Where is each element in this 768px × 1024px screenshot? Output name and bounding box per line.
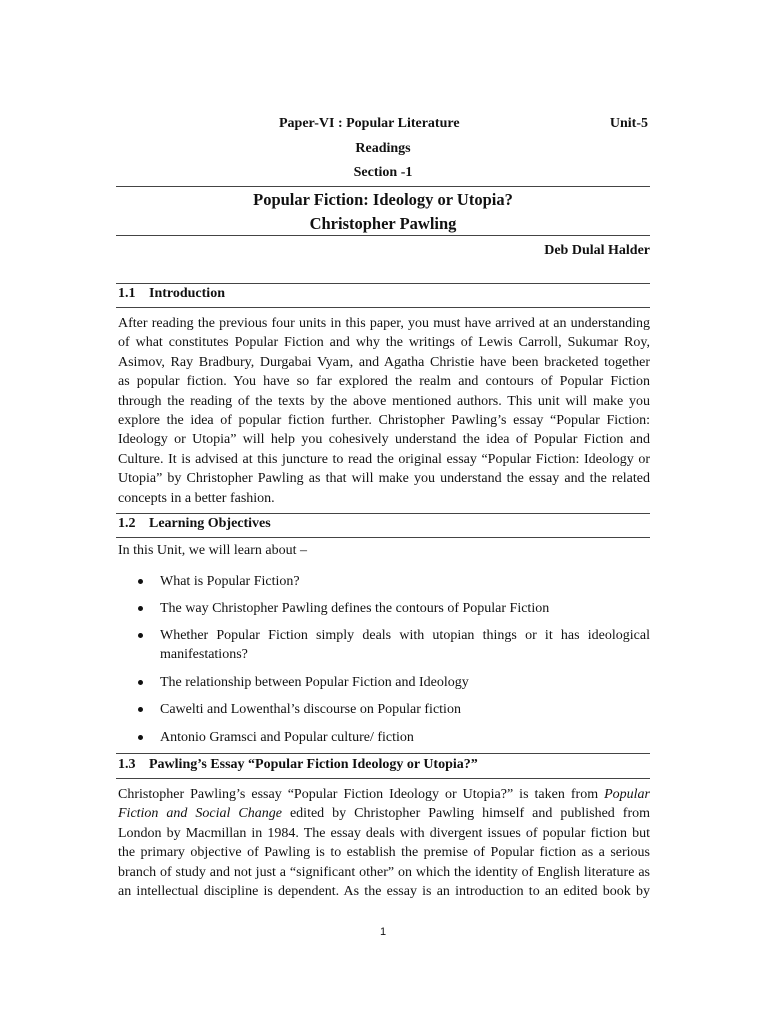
bullet-icon xyxy=(138,735,143,740)
divider xyxy=(116,235,650,236)
divider xyxy=(116,778,650,779)
text-line: Ideology or Utopia” will help you cohesively understand the idea of Popular Fiction and xyxy=(118,432,650,448)
section-heading xyxy=(116,516,650,536)
text-line: Asimov, Ray Bradbury, Durgabai Vyam, and Agatha Christie have been bracketed together xyxy=(118,354,650,370)
divider xyxy=(116,753,650,754)
list-item-text: The way Christopher Pawling defines the contours of Popular Fiction xyxy=(160,601,550,616)
text-line: as popular fiction. You have so far explored the realm and contours of Popular Fiction xyxy=(118,374,650,390)
section-label: Section -1 xyxy=(353,165,413,180)
bullet-icon xyxy=(138,707,143,712)
section-heading xyxy=(116,286,650,306)
section-number: 1.1 xyxy=(118,286,136,301)
text-line xyxy=(118,785,650,804)
text-line: branch of study and not just a “significant other” on which the identity of English literature as xyxy=(118,864,650,880)
text-line: an intellectual discipline is dependent. As the essay is an introduction to an edited book by xyxy=(118,883,650,899)
list-item-text: What is Popular Fiction? xyxy=(160,574,300,589)
divider xyxy=(116,513,650,514)
page-number: 1 xyxy=(379,926,387,938)
text-line: Culture. It is advised at this juncture to read the original essay “Popular Fiction: Ideology or xyxy=(118,451,650,467)
divider xyxy=(116,307,650,308)
section-title: Pawling’s Essay “Popular Fiction Ideology or Utopia?” xyxy=(149,757,478,772)
book-title: Fiction and Social Change xyxy=(118,806,282,822)
unit-label: Unit-5 xyxy=(609,116,648,131)
bullet-icon xyxy=(138,579,143,584)
bullet-icon xyxy=(138,633,143,638)
book-title: Popular xyxy=(604,787,650,802)
text-run: Christopher Pawling’s essay “Popular Fiction Ideology or Utopia?” is taken from xyxy=(118,787,605,802)
divider xyxy=(116,283,650,284)
essay-author-title: Christopher Pawling xyxy=(309,214,457,233)
header-line xyxy=(116,116,650,136)
section-heading xyxy=(116,757,650,777)
readings-label: Readings xyxy=(355,141,411,156)
section-title: Introduction xyxy=(149,286,225,301)
document-page xyxy=(116,0,650,1024)
paper-title: Paper-VI : Popular Literature xyxy=(279,116,460,131)
list-item-text: The relationship between Popular Fiction and Ideology xyxy=(160,675,469,690)
divider xyxy=(116,186,650,187)
unit-author: Deb Dulal Halder xyxy=(544,243,650,258)
essay-title: Popular Fiction: Ideology or Utopia? xyxy=(253,190,513,209)
list-item-text: manifestations? xyxy=(160,647,248,663)
text-line: explore the idea of popular fiction further. Christopher Pawling’s essay “Popular Fiction: xyxy=(118,412,650,428)
text-line: Utopia” by Christopher Pawling as that will make you understand the essay and the related xyxy=(118,471,650,487)
text-run: edited by Christopher Pawling himself and published from xyxy=(281,806,650,822)
text-line: London by Macmillan in 1984. The essay deals with divergent issues of popular fiction but xyxy=(118,825,650,841)
intro-paragraph xyxy=(118,314,650,508)
bullet-icon xyxy=(138,680,143,685)
text-line: the primary objective of Pawling is to establish the premise of Popular fiction as a serious xyxy=(118,845,650,861)
text-line: of what constitutes Popular Fiction and why the writings of Lewis Carroll, Sukumar Roy, xyxy=(118,335,650,351)
list-item-text: Antonio Gramsci and Popular culture/ fiction xyxy=(160,730,414,745)
text-line: After reading the previous four units in this paper, you must have arrived at an understanding xyxy=(118,316,650,331)
essay-paragraph xyxy=(118,785,650,901)
section-title: Learning Objectives xyxy=(149,516,271,531)
text-line: concepts in a better fashion. xyxy=(118,490,275,506)
divider xyxy=(116,537,650,538)
list-item-text: Whether Popular Fiction simply deals with utopian things or it has ideological xyxy=(160,628,650,643)
text-line xyxy=(118,804,650,823)
bullet-icon xyxy=(138,606,143,611)
section-number: 1.2 xyxy=(118,516,136,531)
objectives-lead: In this Unit, we will learn about – xyxy=(118,543,307,558)
section-number: 1.3 xyxy=(118,757,136,772)
text-line: through the reading of the texts by the above mentioned authors. This unit will make you xyxy=(118,393,650,409)
list-item-text: Cawelti and Lowenthal’s discourse on Popular fiction xyxy=(160,702,461,717)
